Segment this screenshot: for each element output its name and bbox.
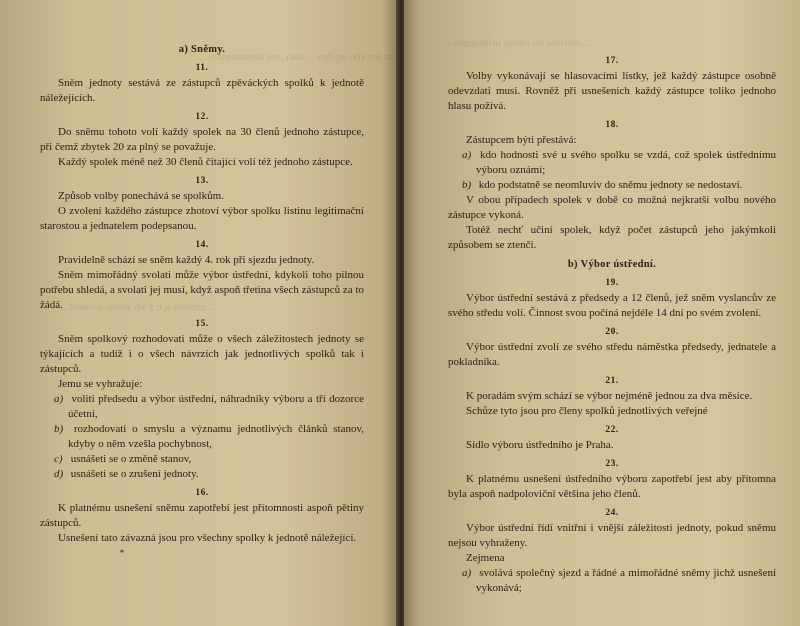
section-19	[448, 278, 776, 321]
list-item	[448, 178, 776, 193]
article-number: 17.	[605, 56, 619, 66]
section-17	[448, 56, 776, 114]
paragraph: Zejmena	[466, 552, 505, 564]
paragraph: Totéž nechť učiní spolek, když počet zástupců jeho jakýmkoli způsobem se ztenčí.	[448, 224, 776, 251]
list-item	[40, 467, 364, 482]
section-13	[40, 176, 364, 234]
section-21	[448, 376, 776, 419]
paragraph: Sněm mimořádný svolati může výbor ústřední, kdykoli toho pilnou potřebu shledá, a svolati jej musí, když aspoň třetina všech zástupců za to žádá.	[40, 269, 364, 311]
paragraph: Každý spolek méně než 30 členů čítající volí též jednoho zástupce.	[58, 156, 353, 168]
item-text: rozhodovati o smyslu a významu jednotlivých článků stanov, kdyby o něm vzešla pochybnost,	[68, 423, 365, 450]
article-number: 22.	[605, 425, 619, 435]
list-item	[40, 392, 364, 422]
list-item	[448, 566, 776, 596]
paragraph: K platnému usnešení sněmu zapotřebí jest přítomnosti aspoň pětiny zástupců.	[40, 502, 364, 529]
article-number: 20.	[605, 327, 619, 337]
item-text: usnášeti se o zrušení jednoty.	[70, 468, 199, 480]
article-number: 16.	[195, 488, 209, 498]
item-text: kdo hodnosti své u svého spolku se vzdá, což spolek ústřednímu výboru oznámí;	[476, 149, 776, 176]
footer-mark: *	[119, 548, 125, 558]
list-item	[40, 452, 364, 467]
paragraph: Schůze tyto jsou pro členy spolků jednotlivých veřejné	[466, 405, 708, 417]
paragraph: Sídlo výboru ústředního je Praha.	[466, 439, 614, 451]
item-label: d)	[54, 468, 64, 480]
paragraph: Způsob volby ponechává se spolkům.	[58, 190, 224, 202]
section-14	[40, 240, 364, 313]
paragraph: Usnešení tato závazná jsou pro všechny spolky k jednotě náležející.	[58, 532, 357, 544]
article-number: 23.	[605, 459, 619, 469]
item-text: usnášeti se o změně stanov,	[70, 453, 192, 465]
section-heading-b: b) Výbor ústřední.	[567, 259, 657, 270]
article-number: 12.	[195, 112, 209, 122]
article-number: 14.	[195, 240, 209, 250]
item-label: a)	[462, 149, 472, 161]
item-label: b)	[54, 423, 64, 435]
paragraph: Volby vykonávají se hlasovacími lístky, jež každý zástupce osobně odevzdati musí. Rovněž při usnešeních každý zástupce toliko jednoho hlasu požívá.	[448, 70, 776, 112]
paragraph: Do sněmu tohoto volí každý spolek na 30 členů jednoho zástupce, při čemž zbytek 20 za plný se považuje.	[40, 126, 364, 153]
list-item	[448, 148, 776, 178]
item-label: a)	[462, 567, 472, 579]
item-label: a)	[54, 393, 64, 405]
article-number: 11.	[195, 63, 209, 73]
paragraph: Jemu se vyhražuje:	[58, 378, 143, 390]
article-number: 24.	[605, 508, 619, 518]
item-text: voliti předsedu a výbor ústřední, náhradníky výboru a tři dozorce účetní,	[68, 393, 364, 420]
right-page: …rozpouštění spolku dle pravidel… 17. Volby vykonávají se hlasovacími lístky, jež každý zástupce osobně odevzdati musí. Rovněž při usnešeních každý zástupce toliko jednoho hlasu požívá. 18. Zástupcem býti přestává: a) kdo hodnosti své u svého spolku se vzdá, což spolek ústřednímu výboru oznámí; b) kdo podstatně se neomluviv do sněmu jednoty se nedostaví. V obou případech spolek v době co možná nejkratší volbu nového zástupce vykoná. Totéž nechť učiní spolek, když počet zástupců jeho jakýmkoli způsobem se ztenčí. b) Výbor ústřední. 19. Výbor ústřední sestává z předsedy a 12 členů, jež sněm vyslancův ze svého středu volí. Činnost svou počíná nejdéle 14 dní po svém zvolení. 20. Výbor ústřední zvolí ze svého středu náměstka předsedy, jednatele a pokladníka. 21. K poradám svým schází se výbor nejméně jednou za dva měsíce. Schůze tyto jsou pro členy spolků jednotlivých veřejné 22. Sídlo výboru ústředního je Praha. 23. K platnému usnešení ústředního výboru zapotřebí jest aby přítomna byla aspoň nadpoloviční většina jeho členů. 24. Výbor ústřední řídí vnitřní i vnější záležitosti jednoty, pokud sněmu nejsou vyhraženy. Zejmena a) svolává společný sjezd a řádné a mimořádné sněmy jichž usnešení vykonává;	[404, 0, 800, 626]
paragraph: V obou případech spolek v době co možná nejkratší volbu nového zástupce vykoná.	[448, 194, 776, 221]
paragraph: K platnému usnešení ústředního výboru zapotřebí jest aby přítomna byla aspoň nadpoloviční většina jeho členů.	[448, 473, 776, 500]
section-12	[40, 112, 364, 170]
section-24	[448, 508, 776, 596]
section-20	[448, 327, 776, 370]
section-23	[448, 459, 776, 502]
section-18	[448, 120, 776, 253]
item-label: c)	[54, 453, 63, 465]
section-15	[40, 319, 364, 482]
article-number: 19.	[605, 278, 619, 288]
left-page: …o napomenutí jest, rádu… vstří po celý rok ne- …hlasoval spolek dle § 9 je povinen… a) Sněmy. 11. Sněm jednoty sestává ze zástupců zpěváckých spolků k jednotě náležejících. 12. Do sněmu tohoto volí každý spolek na 30 členů jednoho zástupce, při čemž zbytek 20 za plný se považuje. Každý spolek méně než 30 členů čítající volí též jednoho zástupce. 13. Způsob volby ponechává se spolkům. O zvolení každého zástupce zhotoví výbor spolku listinu legitimační starostou a jednatelem podepsanou. 14. Pravidelně schází se sněm každý 4. rok při sjezdu jednoty. Sněm mimořádný svolati může výbor ústřední, kdykoli toho pilnou potřebu shledá, a svolati jej musí, když aspoň třetina všech zástupců za to žádá. 15. Sněm spolkový rozhodovati může o všech záležitostech jednoty se týkajících a tudíž i o všech návrzích jak jednotlivých spolků tak i zástupců. Jemu se vyhražuje: a) voliti předsedu a výbor ústřední, náhradníky výboru a tři dozorce účetní, b) rozhodovati o smyslu a významu jednotlivých článků stanov, kdyby o něm vzešla pochybnost, c) usnášeti se o změně stanov, d) usnášeti se o zrušení jednoty. 16. K platnému usnešení sněmu zapotřebí jest přítomnosti aspoň pětiny zástupců. Usnešení tato závazná jsou pro všechny spolky k jednotě náležející. *	[0, 0, 398, 626]
paragraph: Sněm spolkový rozhodovati může o všech záležitostech jednoty se týkajících a tudíž i o všech návrzích jak jednotlivých spolků tak i zástupců.	[40, 333, 364, 375]
paragraph: Zástupcem býti přestává:	[466, 134, 577, 146]
paragraph: Výbor ústřední sestává z předsedy a 12 členů, jež sněm vyslancův ze svého středu volí. Činnost svou počíná nejdéle 14 dní po svém zvolení.	[448, 292, 776, 319]
paragraph: Výbor ústřední řídí vnitřní i vnější záležitosti jednoty, pokud sněmu nejsou vyhraženy.	[448, 522, 776, 549]
section-16	[40, 488, 364, 546]
paragraph: Výbor ústřední zvolí ze svého středu náměstka předsedy, jednatele a pokladníka.	[448, 341, 776, 368]
article-number: 18.	[605, 120, 619, 130]
section-heading-a: a) Sněmy.	[178, 44, 226, 55]
item-label: b)	[462, 179, 472, 191]
paragraph: O zvolení každého zástupce zhotoví výbor spolku listinu legitimační starostou a jednatelem podepsanou.	[40, 205, 364, 232]
section-11	[40, 63, 364, 106]
section-22	[448, 425, 776, 453]
article-number: 13.	[195, 176, 209, 186]
item-text: svolává společný sjezd a řádné a mimořádné sněmy jichž usnešení vykonává;	[476, 567, 777, 594]
paragraph: Pravidelně schází se sněm každý 4. rok při sjezdu jednoty.	[58, 254, 315, 266]
article-number: 21.	[605, 376, 619, 386]
article-number: 15.	[195, 319, 209, 329]
paragraph: K poradám svým schází se výbor nejméně jednou za dva měsíce.	[466, 390, 753, 402]
paragraph: Sněm jednoty sestává ze zástupců zpěváckých spolků k jednotě náležejících.	[40, 77, 364, 104]
list-item	[40, 422, 364, 452]
item-text: kdo podstatně se neomluviv do sněmu jednoty se nedostaví.	[478, 179, 743, 191]
